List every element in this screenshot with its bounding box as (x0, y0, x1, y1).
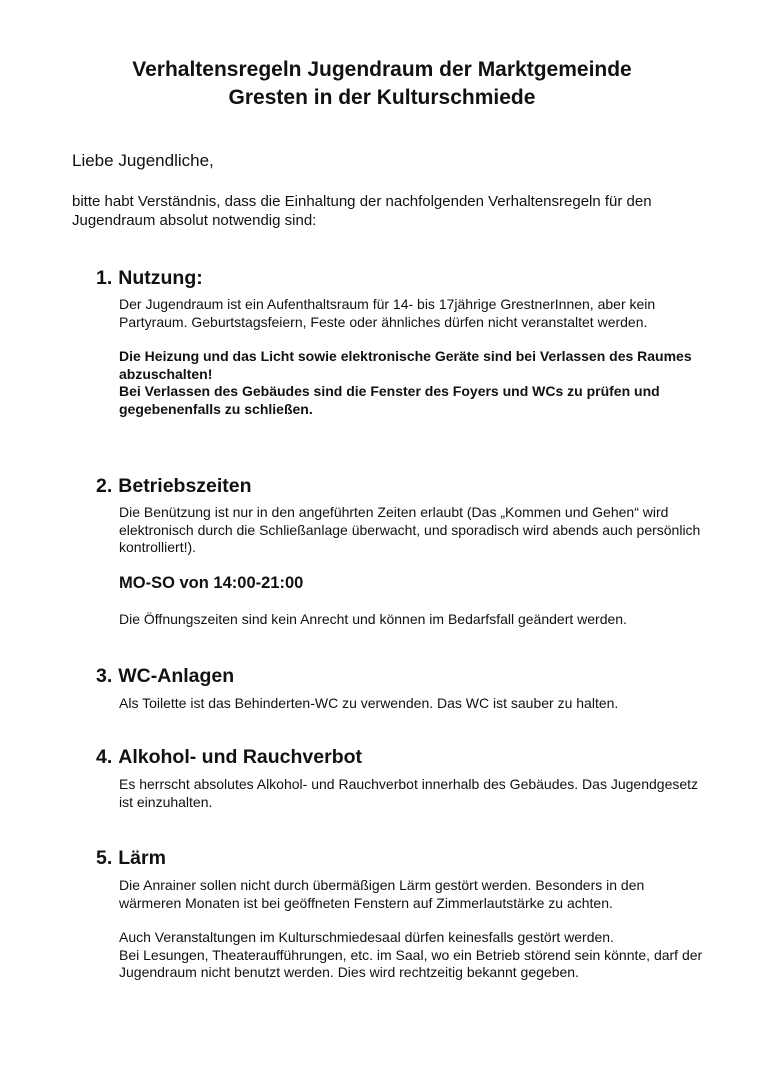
section-body (119, 695, 709, 713)
paragraph-bold: Die Heizung und das Licht sowie elektronische Geräte sind bei Verlassen des Raumes abzuschalten! (119, 348, 692, 382)
paragraph: Als Toilette ist das Behinderten-WC zu verwenden. Das WC ist sauber zu halten. (119, 695, 619, 711)
paragraph: Die Benützung ist nur in den angeführten Zeiten erlaubt (Das „Kommen und Gehen“ wird elektronisch durch die Schließanlage überwacht, und sporadisch wird abends auch persönlich kontrolliert!). (119, 504, 701, 555)
section-body (119, 296, 709, 418)
section-number: 5. (96, 847, 113, 869)
section-operating-hours (96, 474, 716, 628)
section-number: 3. (96, 665, 113, 687)
section-body (119, 504, 709, 628)
section-number: 1. (96, 267, 113, 289)
paragraph: Es herrscht absolutes Alkohol- und Rauchverbot innerhalb des Gebäudes. Das Jugendgesetz ist einzuhalten. (119, 776, 699, 810)
section-title: WC-Anlagen (118, 665, 235, 687)
section-title: Lärm (118, 847, 166, 869)
section-wc-facilities (96, 664, 716, 713)
paragraph: Die Anrainer sollen nicht durch übermäßigen Lärm gestört werden. Besonders in den wärmeren Monaten ist bei geöffneten Fenstern auf Zimmerlautstärke zu achten. (119, 877, 645, 911)
section-heading (96, 745, 716, 769)
section-alcohol-smoking-ban (96, 745, 716, 811)
section-body (119, 877, 709, 982)
intro-paragraph: bitte habt Verständnis, dass die Einhaltung der nachfolgenden Verhaltensregeln für den Jugendraum absolut notwendig sind: (72, 193, 652, 229)
section-heading (96, 664, 716, 688)
greeting: Liebe Jugendliche, (72, 151, 214, 170)
paragraph-bold: Bei Verlassen des Gebäudes sind die Fenster des Foyers und WCs zu prüfen und gegebenenfalls zu schließen. (119, 383, 660, 417)
section-title: Nutzung: (118, 267, 203, 289)
section-title: Betriebszeiten (118, 475, 252, 497)
section-number: 2. (96, 475, 113, 497)
section-heading (96, 846, 716, 870)
document-title (40, 56, 724, 112)
section-number: 4. (96, 746, 113, 768)
section-heading (96, 474, 716, 498)
section-usage (96, 266, 716, 418)
section-title: Alkohol- und Rauchverbot (118, 746, 363, 768)
paragraph: Auch Veranstaltungen im Kulturschmiedesaal dürfen keinesfalls gestört werden. (119, 929, 614, 945)
paragraph: Die Öffnungszeiten sind kein Anrecht und können im Bedarfsfall geändert werden. (119, 610, 627, 627)
paragraph: Der Jugendraum ist ein Aufenthaltsraum für 14- bis 17jährige GrestnerInnen, aber kein Partyraum. Geburtstagsfeiern, Feste oder ähnliches dürfen nicht veranstaltet werden. (119, 296, 656, 330)
title-line-2: Gresten in der Kulturschmiede (228, 86, 536, 109)
title-line-1: Verhaltensregeln Jugendraum der Marktgemeinde (132, 58, 632, 81)
section-body (119, 776, 709, 811)
section-heading (96, 266, 716, 290)
paragraph: Bei Lesungen, Theateraufführungen, etc. im Saal, wo ein Betrieb störend sein könnte, darf der Jugendraum nicht benutzt werden. Dies wird rechtzeitig bekannt gegeben. (119, 946, 703, 980)
section-noise (96, 846, 716, 982)
opening-hours: MO-SO von 14:00-21:00 (119, 573, 304, 592)
